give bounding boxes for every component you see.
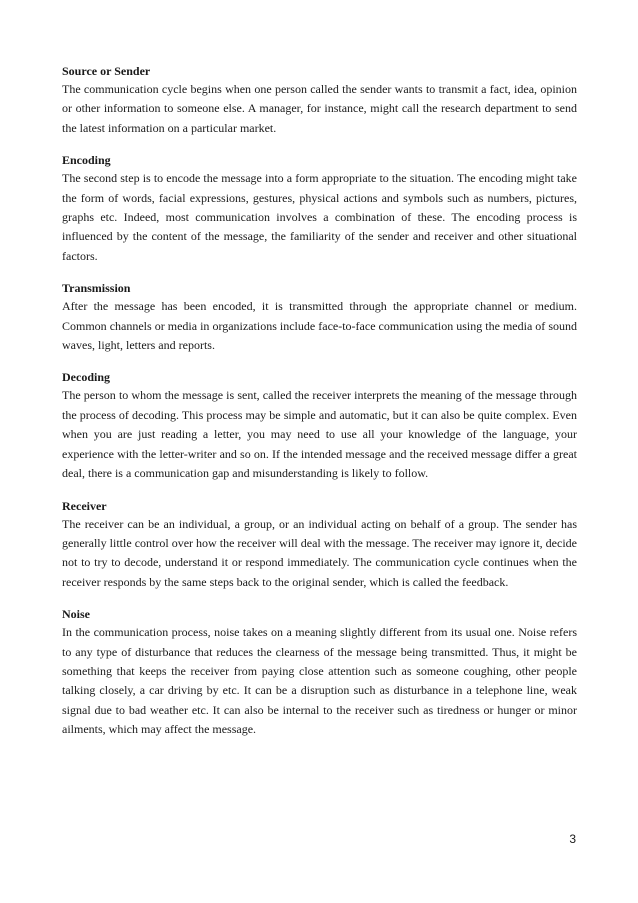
section-encoding: [62, 151, 577, 266]
section-paragraph: The second step is to encode the message into a form appropriate to the situation. The encoding might take the form of words, facial expressions, gestures, physical actions and symbols such as numbers, pictures, graphs etc. Indeed, most communication involves a combination of these. The encoding process is influenced by the content of the message, the familiarity of the sender and receiver and other situational factors.: [62, 171, 577, 263]
section-paragraph: The communication cycle begins when one person called the sender wants to transmit a fact, idea, opinion or other information to someone else. A manager, for instance, might call the research department to send the latest information on a particular market.: [62, 82, 577, 135]
section-source-or-sender: [62, 62, 577, 138]
section-heading: Transmission: [62, 281, 131, 296]
section-heading: Source or Sender: [62, 64, 151, 78]
section-heading: Noise: [62, 607, 90, 622]
section-heading: Receiver: [62, 498, 107, 513]
section-paragraph: In the communication process, noise takes on a meaning slightly different from its usual one. Noise refers to any type of disturbance that reduces the clearness of the message being transmitted. Thus, it might be something that keeps the receiver from paying close attention such as someone coughing, other people talking closely, a car driving by etc. It can be a disruption such as disturbance in a telephone line, weak signal due to bad weather etc. It can also be internal to the receiver such as tiredness or hunger or minor ailments, which may affect the message.: [62, 625, 577, 737]
section-transmission: [62, 279, 577, 355]
document-page: [62, 62, 577, 753]
section-paragraph: After the message has been encoded, it is transmitted through the appropriate channel or medium. Common channels or media in organizations include face-to-face communication using the media of sound waves, light, letters and reports.: [62, 299, 577, 353]
section-receiver: [62, 497, 577, 593]
section-paragraph: The person to whom the message is sent, called the receiver interprets the meaning of the message through the process of decoding. This process may be simple and automatic, but it can also be quite complex. Even when you are just reading a letter, you may need to use all your knowledge of the language, your experience with the letter-writer and so on. If the intended message and the received message differ a great deal, there is a communication gap and misunderstanding is likely to follow.: [62, 388, 577, 481]
section-heading: Encoding: [62, 153, 111, 168]
section-decoding: [62, 368, 577, 483]
section-noise: [62, 605, 577, 739]
page-number: 3: [569, 832, 576, 846]
section-heading: Decoding: [62, 370, 110, 385]
section-paragraph: The receiver can be an individual, a group, or an individual acting on behalf of a group. The sender has generally little control over how the receiver will deal with the message. The receiver may ignore it, decide not to try to decode, understand it or respond immediately. The communication cycle continues when the receiver responds by the same steps back to the original sender, which is called the feedback.: [62, 516, 577, 589]
